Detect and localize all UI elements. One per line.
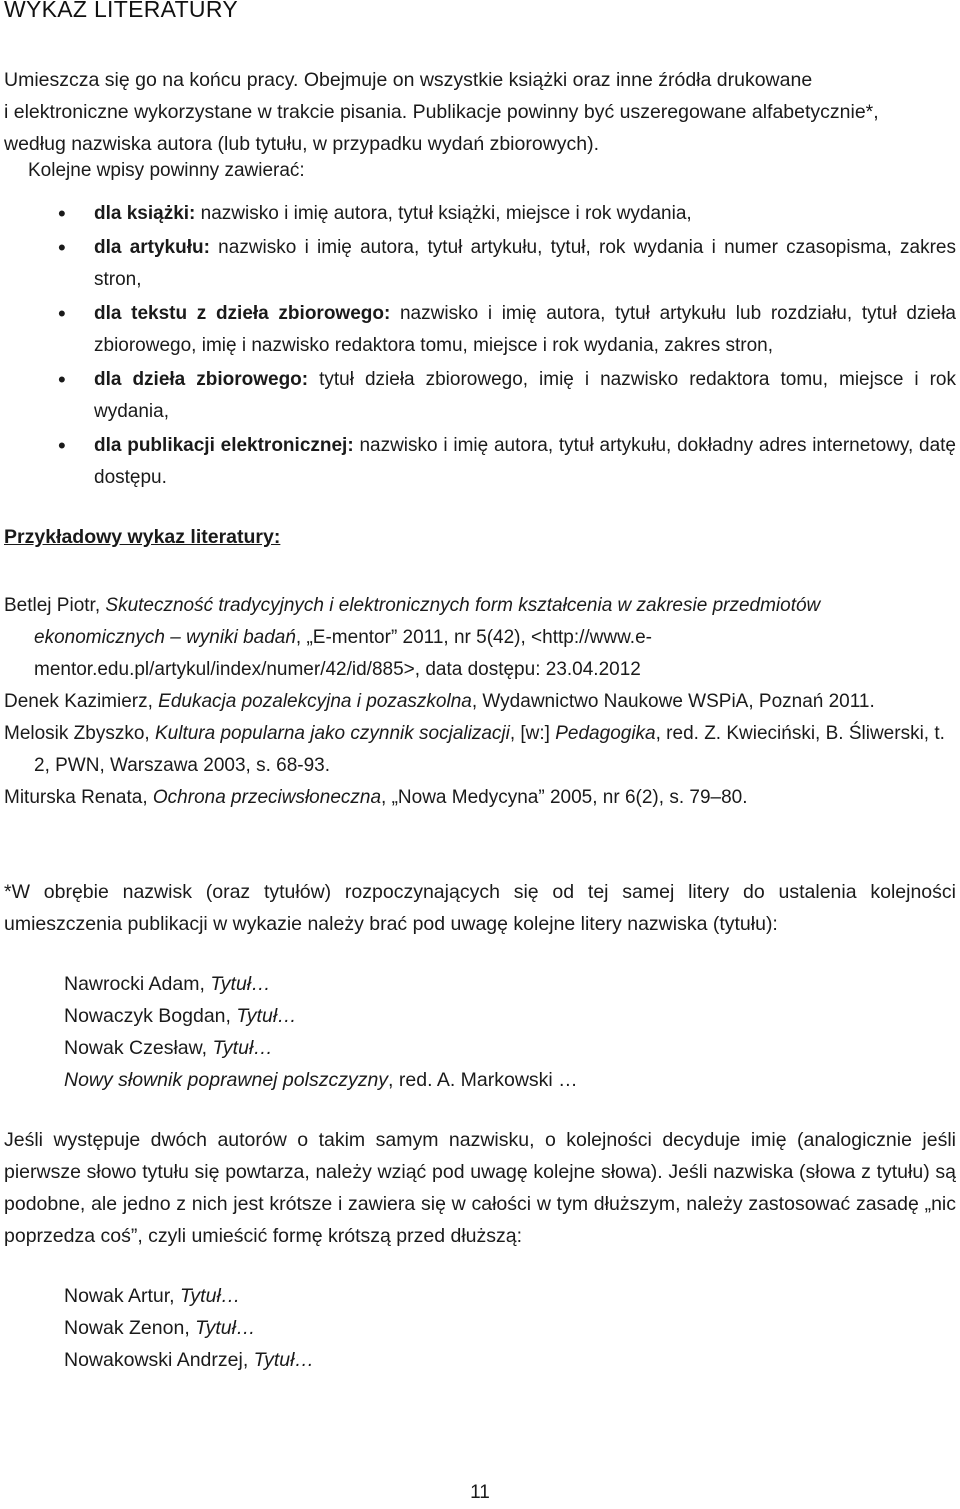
rule-text: nazwisko i imię autora, tytuł artykułu, dokładny adres internetowy, datę dostępu.: [94, 435, 956, 488]
example-title: Tytuł…: [195, 1317, 256, 1339]
example-editor: , red. A. Markowski …: [388, 1069, 578, 1091]
rule-text: tytuł dzieła zbiorowego, imię i nazwisko redaktora tomu, miejsce i rok wydania,: [94, 369, 957, 422]
example-item: [64, 1064, 764, 1096]
example-name: Nowaczyk Bogdan,: [64, 1005, 237, 1027]
ref-title: Ochrona przeciwsłoneczna: [152, 787, 382, 808]
example-item: [64, 1280, 764, 1312]
example-item: [64, 968, 764, 1000]
ref-author: Betlej Piotr,: [4, 595, 106, 616]
ref-details: , „Nowa Medycyna” 2005, nr 6(2), s. 79–80.: [381, 787, 748, 808]
ordering-examples: [64, 968, 764, 1096]
ref-details: , red. Z. Kwieciński, B. Śliwerski, t. 2, PWN, Warszawa 2003, s. 68-93.: [34, 723, 945, 776]
rule-item: [64, 364, 956, 428]
ref-details: , „E-mentor” 2011, nr 5(42), <http://www.e-mentor.edu.pl/artykul/index/numer/42/id/885>, data dostępu: 23.04.2012: [34, 627, 652, 680]
intro-paragraph: [4, 64, 956, 160]
rule-text: nazwisko i imię autora, tytuł książki, miejsce i rok wydania,: [195, 203, 692, 224]
example-title: Nowy słownik poprawnej polszczyzny: [64, 1069, 389, 1091]
intro-line: Umieszcza się go na końcu pracy. Obejmuje on wszystkie książki oraz inne źródła drukowane: [4, 69, 813, 91]
rule-item: [64, 232, 956, 296]
ref-title: Kultura popularna jako czynnik socjalizacji: [154, 723, 510, 744]
example-title: Tytuł…: [212, 1037, 273, 1059]
ordering-note: *W obrębie nazwisk (oraz tytułów) rozpoczynających się od tej samej litery do ustalenia kolejności umieszczenia publikacji w wykazie należy brać pod uwagę kolejne litery nazwiska (tytułu):: [4, 881, 956, 935]
reference-list: [4, 590, 954, 814]
ref-author: Melosik Zbyszko,: [4, 723, 155, 744]
intro-line: i elektroniczne wykorzystane w trakcie pisania. Publikacje powinny być uszeregowane alfabetycznie*,: [4, 101, 879, 123]
rule-item: [64, 298, 956, 362]
ref-details: , Wydawnictwo Naukowe WSPiA, Poznań 2011.: [471, 691, 875, 712]
entry-rules-list: [64, 198, 956, 496]
ref-title: Skuteczność tradycyjnych i elektronicznych form kształcenia w zakresie przedmiotów ekonomicznych – wyniki badań: [34, 595, 821, 648]
example-item: [64, 1032, 764, 1064]
example-item: [64, 1344, 764, 1376]
example-heading: Przykładowy wykaz literatury:: [4, 526, 281, 548]
ref-author: Miturska Renata,: [4, 787, 153, 808]
same-surname-paragraph: Jeśli występuje dwóch autorów o takim samym nazwisku, o kolejności decyduje imię (analogicznie jeśli pierwsze słowo tytułu się powtarza, należy wziąć pod uwagę kolejne słowa). Jeśli nazwiska (słowa z tytułu) są podobne, ale jedno z nich jest krótsze i zawiera się w całości w tym dłuższym, należy zastosować zasadę „nic poprzedza coś”, czyli umieścić formę krótszą przed dłuższą:: [4, 1129, 956, 1247]
rule-text: nazwisko i imię autora, tytuł artykułu, tytuł, rok wydania i numer czasopisma, zakres stron,: [94, 237, 956, 290]
rule-label: dla tekstu z dzieła zbiorowego:: [94, 303, 391, 324]
rule-label: dla artykułu:: [94, 237, 210, 258]
example-name: Nowak Zenon,: [64, 1317, 196, 1339]
reference-entry: [4, 686, 954, 718]
intro-line: według nazwiska autora (lub tytułu, w przypadku wydań zbiorowych).: [4, 133, 600, 155]
rule-label: dla publikacji elektronicznej:: [94, 435, 354, 456]
reference-entry: [4, 782, 954, 814]
example-name: Nowak Czesław,: [64, 1037, 213, 1059]
example-title: Tytuł…: [253, 1349, 314, 1371]
rule-item: [64, 430, 956, 494]
rule-label: dla książki:: [94, 203, 196, 224]
example-title: Tytuł…: [210, 973, 271, 995]
example-name: Nawrocki Adam,: [64, 973, 211, 995]
ordering-examples-short-long: [64, 1280, 764, 1376]
rule-text: nazwisko i imię autora, tytuł artykułu lub rozdziału, tytuł dzieła zbiorowego, imię i nazwisko redaktora tomu, miejsce i rok wydania, zakres stron,: [94, 303, 956, 356]
entries-lead: Kolejne wpisy powinny zawierać:: [28, 160, 305, 181]
example-name: Nowak Artur,: [64, 1285, 180, 1307]
page-number: 11: [470, 1482, 490, 1503]
example-item: [64, 1000, 764, 1032]
ref-details: , [w:]: [509, 723, 556, 744]
rule-item: [64, 198, 956, 230]
page-title: WYKAZ LITERATURY: [4, 0, 238, 22]
reference-entry: [4, 718, 954, 782]
ref-title: Edukacja pozalekcyjna i pozaszkolna: [158, 691, 472, 712]
ref-author: Denek Kazimierz,: [4, 691, 159, 712]
example-name: Nowakowski Andrzej,: [64, 1349, 254, 1371]
rule-label: dla dzieła zbiorowego:: [94, 369, 309, 390]
reference-entry: [4, 590, 954, 686]
example-title: Tytuł…: [236, 1005, 297, 1027]
example-title: Tytuł…: [179, 1285, 241, 1307]
example-item: [64, 1312, 764, 1344]
ref-collection-title: Pedagogika: [555, 723, 656, 744]
